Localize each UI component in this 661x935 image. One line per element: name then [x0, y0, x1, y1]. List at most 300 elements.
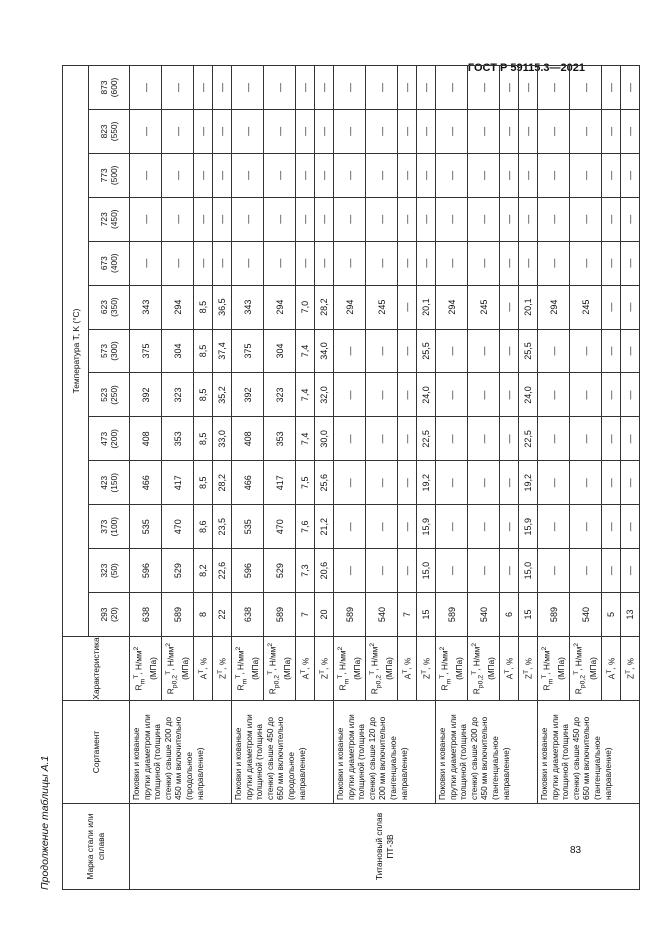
- value-cell: —: [334, 241, 366, 285]
- value-cell: —: [334, 505, 366, 549]
- temp-celsius: (50): [109, 563, 119, 579]
- temp-kelvin: 323: [99, 563, 109, 578]
- value-cell: —: [130, 241, 162, 285]
- value-cell: 8,5: [194, 329, 213, 373]
- value-cell: —: [500, 373, 519, 417]
- value-cell: —: [621, 461, 640, 505]
- temp-celsius: (150): [109, 473, 119, 493]
- value-cell: —: [436, 505, 468, 549]
- rotated-table-block: [36, 65, 636, 890]
- mark-cell: Титановый сплав ПТ-3В: [130, 804, 640, 890]
- value-cell: 28,2: [315, 285, 334, 329]
- value-cell: 245: [570, 285, 602, 329]
- value-cell: —: [500, 505, 519, 549]
- value-cell: —: [334, 549, 366, 593]
- value-cell: 470: [264, 505, 296, 549]
- value-cell: —: [366, 197, 398, 241]
- value-cell: 20,6: [315, 549, 334, 593]
- value-cell: —: [468, 197, 500, 241]
- value-cell: 304: [264, 329, 296, 373]
- value-cell: 25,5: [417, 329, 436, 373]
- value-cell: —: [366, 549, 398, 593]
- temp-header-323: [89, 549, 130, 593]
- value-cell: —: [366, 461, 398, 505]
- value-cell: —: [500, 285, 519, 329]
- value-cell: —: [436, 153, 468, 197]
- value-cell: 8,5: [194, 417, 213, 461]
- value-cell: —: [417, 197, 436, 241]
- value-cell: —: [194, 241, 213, 285]
- value-cell: —: [334, 153, 366, 197]
- value-cell: 638: [130, 593, 162, 637]
- value-cell: 7,6: [296, 505, 315, 549]
- value-cell: —: [162, 241, 194, 285]
- value-cell: 8,2: [194, 549, 213, 593]
- value-cell: —: [366, 417, 398, 461]
- value-cell: —: [398, 505, 417, 549]
- value-cell: —: [130, 153, 162, 197]
- value-cell: 589: [538, 593, 570, 637]
- value-cell: 22,6: [213, 549, 232, 593]
- value-cell: 13: [621, 593, 640, 637]
- temp-celsius: (400): [109, 253, 119, 273]
- value-cell: —: [296, 197, 315, 241]
- value-cell: 25,5: [519, 329, 538, 373]
- value-cell: —: [315, 241, 334, 285]
- value-cell: —: [538, 109, 570, 153]
- temp-celsius: (550): [109, 121, 119, 142]
- sort-cell: Поковки и кованые прутки диаметром или толщиной (толщина стенки) свыше 200 до 450 мм включительно (продольное направление): [130, 701, 232, 804]
- value-cell: —: [602, 153, 621, 197]
- value-cell: —: [232, 197, 264, 241]
- value-cell: —: [570, 66, 602, 110]
- characteristic-cell: $R_m^T$, $Н/мм^2$ (МПа): [436, 637, 468, 701]
- value-cell: —: [264, 109, 296, 153]
- value-cell: —: [232, 241, 264, 285]
- value-cell: —: [436, 373, 468, 417]
- value-cell: —: [398, 373, 417, 417]
- value-cell: 408: [130, 417, 162, 461]
- temp-kelvin: 873: [99, 80, 109, 95]
- value-cell: —: [398, 461, 417, 505]
- temp-header-523: [89, 373, 130, 417]
- characteristic-cell: $Z^T$, %: [621, 637, 640, 701]
- temp-celsius: (100): [109, 516, 119, 537]
- temp-kelvin: 473: [99, 431, 109, 446]
- value-cell: 392: [232, 373, 264, 417]
- value-cell: —: [334, 417, 366, 461]
- value-cell: —: [366, 109, 398, 153]
- value-cell: 37,4: [213, 329, 232, 373]
- value-cell: —: [398, 329, 417, 373]
- sort-cell: Поковки и кованые прутки диаметром или толщиной (толщина стенки) свыше 200 до 450 мм включительно (тангенциальное направление): [436, 701, 538, 804]
- table-row: [436, 66, 468, 890]
- value-cell: —: [130, 197, 162, 241]
- value-cell: —: [538, 66, 570, 110]
- value-cell: 7: [296, 593, 315, 637]
- value-cell: 343: [232, 285, 264, 329]
- value-cell: —: [417, 66, 436, 110]
- value-cell: 8: [194, 593, 213, 637]
- value-cell: 15,0: [417, 549, 436, 593]
- temp-celsius: (450): [109, 209, 119, 230]
- characteristic-cell: $R_{p0,2}^T$, $Н/мм^2$ (МПа): [366, 637, 398, 701]
- value-cell: —: [162, 197, 194, 241]
- value-cell: —: [570, 197, 602, 241]
- col-sort-header: Сортамент: [63, 701, 130, 804]
- temp-header-723: [89, 197, 130, 241]
- value-cell: —: [602, 329, 621, 373]
- value-cell: —: [264, 153, 296, 197]
- value-cell: —: [538, 549, 570, 593]
- temp-header-623: [89, 285, 130, 329]
- value-cell: —: [621, 549, 640, 593]
- value-cell: —: [602, 197, 621, 241]
- temp-kelvin: 573: [99, 344, 109, 358]
- value-cell: 15,9: [417, 505, 436, 549]
- value-cell: 294: [264, 285, 296, 329]
- value-cell: —: [570, 505, 602, 549]
- value-cell: 22,5: [417, 417, 436, 461]
- value-cell: —: [538, 505, 570, 549]
- value-cell: 596: [232, 549, 264, 593]
- value-cell: 21,2: [315, 505, 334, 549]
- value-cell: —: [213, 66, 232, 110]
- value-cell: —: [366, 505, 398, 549]
- value-cell: —: [570, 153, 602, 197]
- value-cell: —: [621, 285, 640, 329]
- temp-kelvin: 723: [99, 212, 109, 227]
- value-cell: —: [264, 241, 296, 285]
- value-cell: —: [538, 197, 570, 241]
- value-cell: —: [296, 241, 315, 285]
- value-cell: 323: [264, 373, 296, 417]
- value-cell: —: [315, 109, 334, 153]
- value-cell: —: [213, 241, 232, 285]
- value-cell: —: [500, 241, 519, 285]
- temp-celsius: (250): [109, 385, 119, 405]
- temp-kelvin: 773: [99, 168, 109, 183]
- characteristic-cell: $R_{p0,2}^T$, $Н/мм^2$ (МПа): [570, 637, 602, 701]
- value-cell: —: [602, 241, 621, 285]
- value-cell: —: [538, 461, 570, 505]
- value-cell: 36,5: [213, 285, 232, 329]
- value-cell: —: [436, 66, 468, 110]
- value-cell: —: [468, 153, 500, 197]
- value-cell: 540: [366, 593, 398, 637]
- table-row: [538, 66, 570, 890]
- value-cell: 589: [334, 593, 366, 637]
- value-cell: —: [570, 461, 602, 505]
- value-cell: 33,0: [213, 417, 232, 461]
- temp-header-823: [89, 109, 130, 153]
- temp-header-573: [89, 329, 130, 373]
- table-caption: Продолжение таблицы А.1: [39, 755, 51, 890]
- value-cell: —: [500, 329, 519, 373]
- value-cell: —: [296, 109, 315, 153]
- value-cell: —: [621, 197, 640, 241]
- value-cell: 529: [264, 549, 296, 593]
- value-cell: —: [315, 66, 334, 110]
- value-cell: 589: [436, 593, 468, 637]
- value-cell: 535: [232, 505, 264, 549]
- page-number: 83: [570, 845, 582, 856]
- value-cell: —: [436, 549, 468, 593]
- value-cell: —: [315, 153, 334, 197]
- value-cell: —: [194, 197, 213, 241]
- value-cell: 245: [468, 285, 500, 329]
- standard-header: ГОСТ Р 59115.3—2021: [467, 62, 585, 74]
- value-cell: —: [500, 549, 519, 593]
- temp-kelvin: 293: [99, 607, 109, 622]
- value-cell: —: [232, 109, 264, 153]
- value-cell: —: [436, 329, 468, 373]
- value-cell: —: [468, 329, 500, 373]
- sort-cell: Поковки и кованые прутки диаметром или толщиной (толщина стенки) свыше 450 до 650 мм включительно (тангенциальное направление): [538, 701, 640, 804]
- temp-kelvin: 523: [99, 387, 109, 402]
- value-cell: —: [570, 549, 602, 593]
- value-cell: 8,5: [194, 461, 213, 505]
- value-cell: 35,2: [213, 373, 232, 417]
- characteristic-cell: $Z^T$, %: [519, 637, 538, 701]
- value-cell: —: [602, 549, 621, 593]
- value-cell: —: [500, 197, 519, 241]
- value-cell: —: [500, 461, 519, 505]
- value-cell: 25,6: [315, 461, 334, 505]
- temp-celsius: (300): [109, 341, 119, 361]
- value-cell: 7,0: [296, 285, 315, 329]
- value-cell: —: [602, 285, 621, 329]
- value-cell: —: [538, 153, 570, 197]
- value-cell: —: [538, 373, 570, 417]
- value-cell: —: [570, 241, 602, 285]
- value-cell: 15,9: [519, 505, 538, 549]
- properties-table: [62, 65, 640, 890]
- value-cell: 28,2: [213, 461, 232, 505]
- value-cell: —: [500, 417, 519, 461]
- temp-kelvin: 623: [99, 300, 109, 315]
- value-cell: —: [194, 66, 213, 110]
- value-cell: —: [468, 549, 500, 593]
- value-cell: 22: [213, 593, 232, 637]
- characteristic-cell: $R_m^T$, $Н/мм^2$ (МПа): [538, 637, 570, 701]
- characteristic-cell: $R_m^T$, $Н/мм^2$ (МПа): [232, 637, 264, 701]
- value-cell: —: [315, 197, 334, 241]
- value-cell: —: [519, 153, 538, 197]
- value-cell: —: [232, 66, 264, 110]
- value-cell: —: [621, 417, 640, 461]
- sort-cell: Поковки и кованые прутки диаметром или толщиной (толщина стенки) свыше 450 до 650 мм включительно (продольное направление): [232, 701, 334, 804]
- temp-header-773: [89, 153, 130, 197]
- value-cell: —: [621, 153, 640, 197]
- value-cell: 7,5: [296, 461, 315, 505]
- value-cell: 19,2: [417, 461, 436, 505]
- value-cell: 596: [130, 549, 162, 593]
- value-cell: —: [468, 417, 500, 461]
- value-cell: 323: [162, 373, 194, 417]
- temp-header-293: [89, 593, 130, 637]
- value-cell: —: [334, 109, 366, 153]
- value-cell: 470: [162, 505, 194, 549]
- value-cell: 20,1: [417, 285, 436, 329]
- value-cell: 22,5: [519, 417, 538, 461]
- value-cell: —: [519, 197, 538, 241]
- temp-kelvin: 423: [99, 475, 109, 490]
- temp-kelvin: 823: [99, 124, 109, 139]
- value-cell: —: [602, 109, 621, 153]
- value-cell: —: [334, 329, 366, 373]
- value-cell: —: [398, 285, 417, 329]
- value-cell: —: [621, 241, 640, 285]
- value-cell: 540: [468, 593, 500, 637]
- table-row: [232, 66, 264, 890]
- value-cell: 417: [264, 461, 296, 505]
- value-cell: 535: [130, 505, 162, 549]
- value-cell: 15: [519, 593, 538, 637]
- value-cell: 540: [570, 593, 602, 637]
- table-row: [130, 66, 162, 890]
- value-cell: 7,3: [296, 549, 315, 593]
- value-cell: 7,4: [296, 417, 315, 461]
- temp-kelvin: 673: [99, 256, 109, 271]
- value-cell: —: [468, 505, 500, 549]
- value-cell: 466: [130, 461, 162, 505]
- col-mark-header: Марка стали или сплава: [63, 804, 130, 890]
- value-cell: 417: [162, 461, 194, 505]
- value-cell: —: [162, 109, 194, 153]
- value-cell: 15: [417, 593, 436, 637]
- value-cell: —: [519, 66, 538, 110]
- value-cell: —: [366, 373, 398, 417]
- value-cell: 294: [334, 285, 366, 329]
- value-cell: 8,5: [194, 285, 213, 329]
- value-cell: —: [570, 109, 602, 153]
- characteristic-cell: $R_{p0,2}^T$, $Н/мм^2$ (МПа): [264, 637, 296, 701]
- col-temperature-header: Температура T, K (°C): [63, 66, 89, 637]
- value-cell: —: [398, 153, 417, 197]
- value-cell: 24,0: [417, 373, 436, 417]
- value-cell: 392: [130, 373, 162, 417]
- value-cell: —: [538, 241, 570, 285]
- value-cell: —: [468, 373, 500, 417]
- value-cell: —: [602, 373, 621, 417]
- value-cell: —: [130, 109, 162, 153]
- value-cell: —: [398, 109, 417, 153]
- value-cell: —: [366, 153, 398, 197]
- value-cell: —: [602, 66, 621, 110]
- value-cell: —: [500, 153, 519, 197]
- value-cell: —: [264, 66, 296, 110]
- value-cell: —: [436, 197, 468, 241]
- value-cell: —: [468, 109, 500, 153]
- value-cell: —: [621, 66, 640, 110]
- value-cell: —: [621, 329, 640, 373]
- value-cell: 353: [162, 417, 194, 461]
- value-cell: 34,0: [315, 329, 334, 373]
- characteristic-cell: $Z^T$, %: [213, 637, 232, 701]
- value-cell: 8,6: [194, 505, 213, 549]
- value-cell: —: [398, 66, 417, 110]
- value-cell: —: [500, 66, 519, 110]
- value-cell: —: [213, 109, 232, 153]
- value-cell: 375: [232, 329, 264, 373]
- value-cell: 7,4: [296, 329, 315, 373]
- value-cell: 6: [500, 593, 519, 637]
- value-cell: —: [162, 66, 194, 110]
- value-cell: —: [296, 153, 315, 197]
- value-cell: —: [213, 197, 232, 241]
- value-cell: 294: [162, 285, 194, 329]
- value-cell: —: [213, 153, 232, 197]
- value-cell: 529: [162, 549, 194, 593]
- value-cell: —: [621, 505, 640, 549]
- value-cell: —: [538, 417, 570, 461]
- value-cell: —: [602, 505, 621, 549]
- value-cell: —: [366, 329, 398, 373]
- value-cell: —: [417, 241, 436, 285]
- value-cell: —: [621, 109, 640, 153]
- value-cell: —: [436, 109, 468, 153]
- value-cell: —: [602, 417, 621, 461]
- table-body: [130, 66, 640, 890]
- value-cell: —: [417, 109, 436, 153]
- value-cell: —: [621, 373, 640, 417]
- value-cell: —: [538, 329, 570, 373]
- temp-celsius: (20): [109, 607, 119, 622]
- value-cell: 589: [264, 593, 296, 637]
- characteristic-cell: $Z^T$, %: [315, 637, 334, 701]
- value-cell: 245: [366, 285, 398, 329]
- value-cell: —: [436, 461, 468, 505]
- characteristic-cell: $R_m^T$, $Н/мм^2$ (МПа): [130, 637, 162, 701]
- value-cell: 24,0: [519, 373, 538, 417]
- value-cell: —: [334, 197, 366, 241]
- value-cell: 20,1: [519, 285, 538, 329]
- characteristic-cell: $A^T$, %: [500, 637, 519, 701]
- temp-header-423: [89, 461, 130, 505]
- value-cell: 466: [232, 461, 264, 505]
- temp-celsius: (500): [109, 165, 119, 186]
- value-cell: —: [334, 66, 366, 110]
- temp-kelvin: 373: [99, 519, 109, 534]
- value-cell: —: [398, 197, 417, 241]
- value-cell: 638: [232, 593, 264, 637]
- value-cell: —: [194, 153, 213, 197]
- value-cell: —: [602, 461, 621, 505]
- value-cell: 8,5: [194, 373, 213, 417]
- value-cell: 20: [315, 593, 334, 637]
- value-cell: —: [264, 197, 296, 241]
- value-cell: 19,2: [519, 461, 538, 505]
- value-cell: —: [366, 66, 398, 110]
- value-cell: —: [570, 329, 602, 373]
- characteristic-cell: $A^T$, %: [296, 637, 315, 701]
- value-cell: —: [334, 461, 366, 505]
- col-char-header: Характеристика: [63, 637, 130, 701]
- value-cell: 15,0: [519, 549, 538, 593]
- value-cell: —: [194, 109, 213, 153]
- value-cell: 294: [538, 285, 570, 329]
- value-cell: 7: [398, 593, 417, 637]
- value-cell: —: [398, 417, 417, 461]
- temp-header-873: [89, 66, 130, 110]
- value-cell: —: [570, 417, 602, 461]
- characteristic-cell: $A^T$, %: [602, 637, 621, 701]
- value-cell: —: [570, 373, 602, 417]
- value-cell: 589: [162, 593, 194, 637]
- value-cell: 353: [264, 417, 296, 461]
- value-cell: —: [468, 461, 500, 505]
